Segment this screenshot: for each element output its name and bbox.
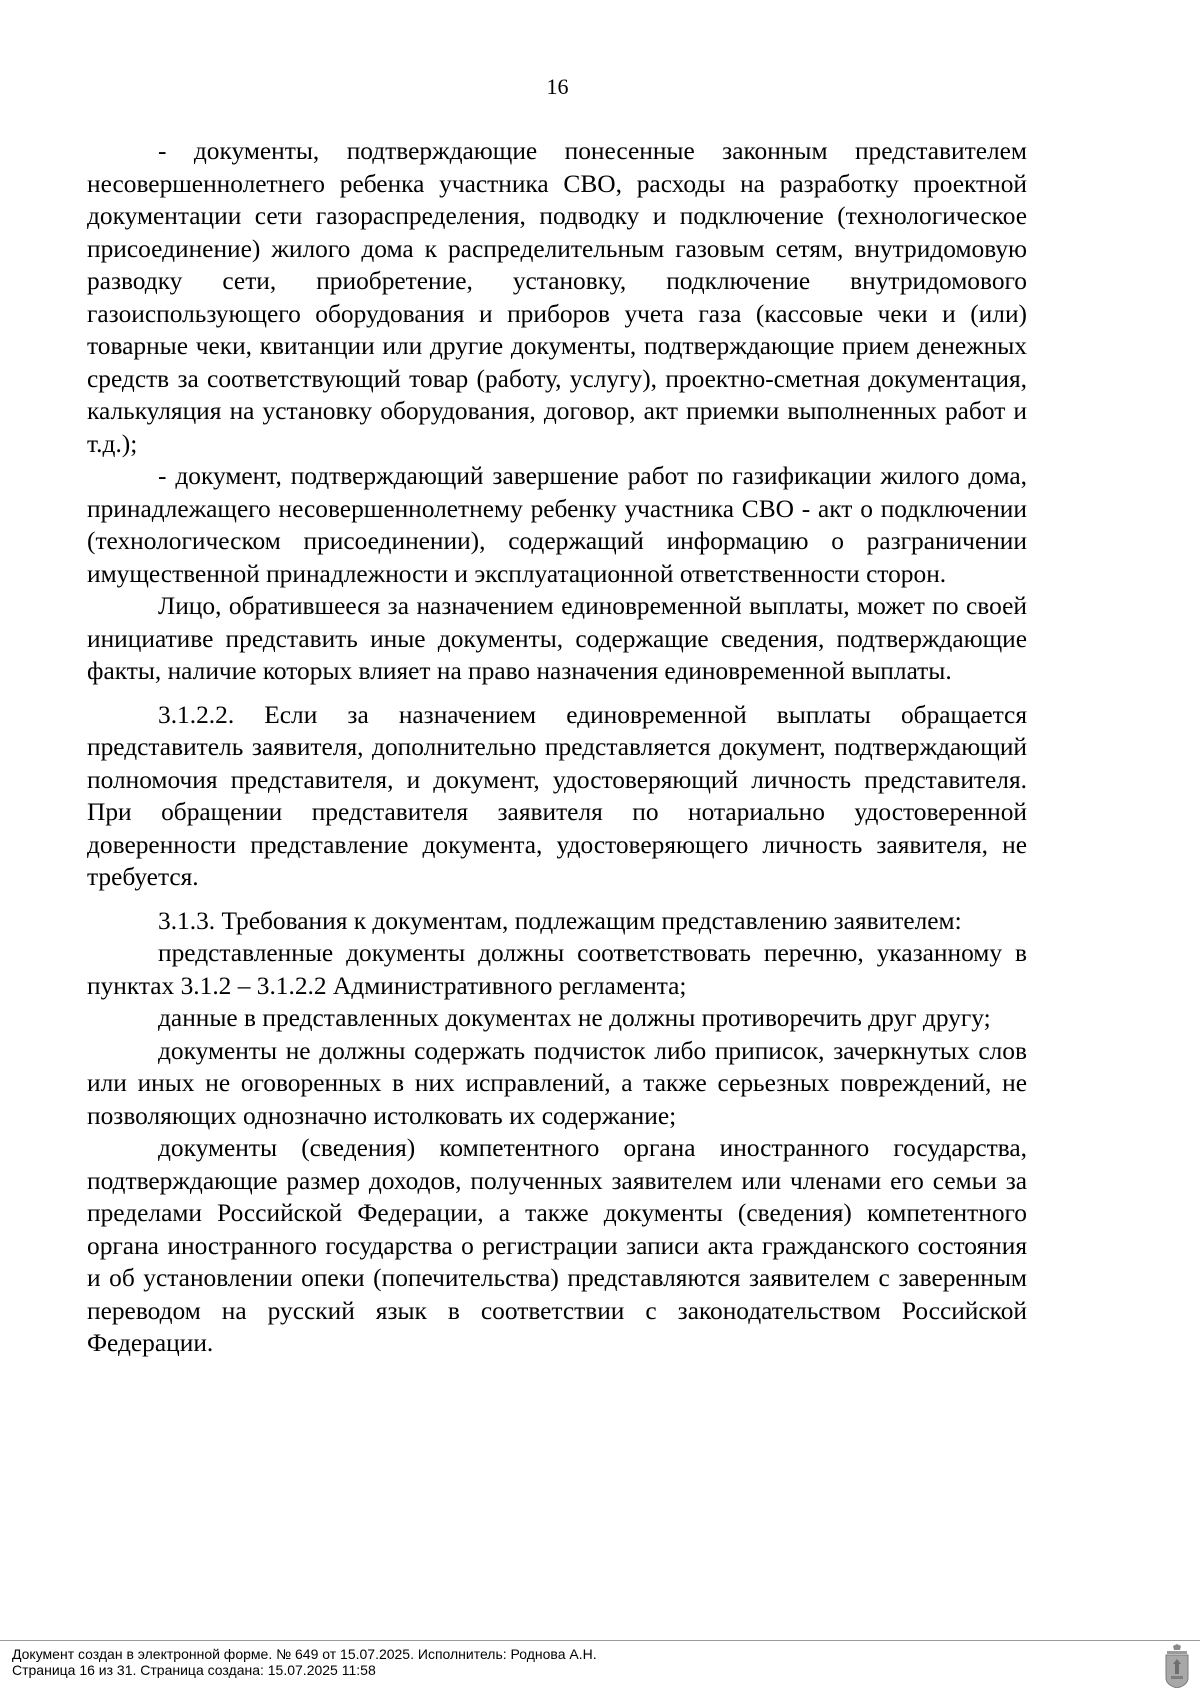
paragraph-requirement-consistency: данные в представленных документах не должны противоречить друг другу; <box>158 1004 991 1032</box>
footer-page-info: Страница 16 из 31. Страница создана: 15.07.2025 11:58 <box>12 1662 376 1678</box>
paragraph-3-1-2-2: 3.1.2.2. Если за назначением единовременной выплаты обращается представитель заявителя, дополнительно представляется документ, подтверждающий полномочия представителя, и документ, удостоверяющий личность представителя. При обращении представителя заявителя по нотариально удостоверенной доверенности представление документа, удостоверяющего личность заявителя, не требуется. <box>87 700 1027 891</box>
page-number: 16 <box>546 74 569 99</box>
paragraph-requirement-foreign-documents: документы (сведения) компетентного органа иностранного государства, подтверждающие размер доходов, полученных заявителем или членами его семьи за пределами Российской Федерации, а также документы (сведения) компетентного органа иностранного государства о регистрации записи акта гражданского состояния и об установлении опеки (попечительства) представляются заявителем с заверенным переводом на русский язык в соответствии с законодательством Российской Федерации. <box>87 1134 1027 1357</box>
footer-document-info: Документ создан в электронной форме. № 649 от 15.07.2025. Исполнитель: Роднова А.Н. <box>12 1646 597 1662</box>
paragraph-completion-document: - документ, подтверждающий завершение работ по газификации жилого дома, принадлежащего несовершеннолетнему ребенку участника СВО - акт о подключении (технологическом присоединении), содержащий информацию о разграничении имущественной принадлежности и эксплуатационной ответственности сторон. <box>87 462 1027 588</box>
paragraph-3-1-3: 3.1.3. Требования к документам, подлежащим представлению заявителем: <box>158 906 962 935</box>
paragraph-optional-documents: Лицо, обратившееся за назначением единовременной выплаты, может по своей инициативе представить иные документы, содержащие сведения, подтверждающие факты, наличие которых влияет на право назначения единовременной выплаты. <box>87 592 1027 685</box>
document-body <box>87 135 1027 1360</box>
paragraph-expense-documents: - документы, подтверждающие понесенные законным представителем несовершеннолетнего ребенка участника СВО, расходы на разработку проектной документации сети газораспределения, подводку и подключение (технологическое присоединение) жилого дома к распределительным газовым сетям, внутридомовую разводку сети, приобретение, установку, подключение внутридомового газоиспользующего оборудования и приборов учета газа (кассовые чеки и (или) товарные чеки, квитанции или другие документы, подтверждающие прием денежных средств за соответствующий товар (работу, услугу), проектно-сметная документация, калькуляция на установку оборудования, договор, акт приемки выполненных работ и т.д.); <box>87 137 1027 458</box>
footer-divider <box>0 1640 1200 1641</box>
coat-of-arms-icon <box>1164 1644 1190 1688</box>
footer-text <box>12 1646 597 1678</box>
document-footer <box>0 1640 1200 1698</box>
paragraph-requirement-list-match: представленные документы должны соответствовать перечню, указанному в пунктах 3.1.2 – 3.1.2.2 Административного регламента; <box>87 939 1027 1000</box>
paragraph-requirement-no-corrections: документы не должны содержать подчисток либо приписок, зачеркнутых слов или иных не оговоренных в них исправлений, а также серьезных повреждений, не позволяющих однозначно истолковать их содержание; <box>87 1036 1027 1130</box>
